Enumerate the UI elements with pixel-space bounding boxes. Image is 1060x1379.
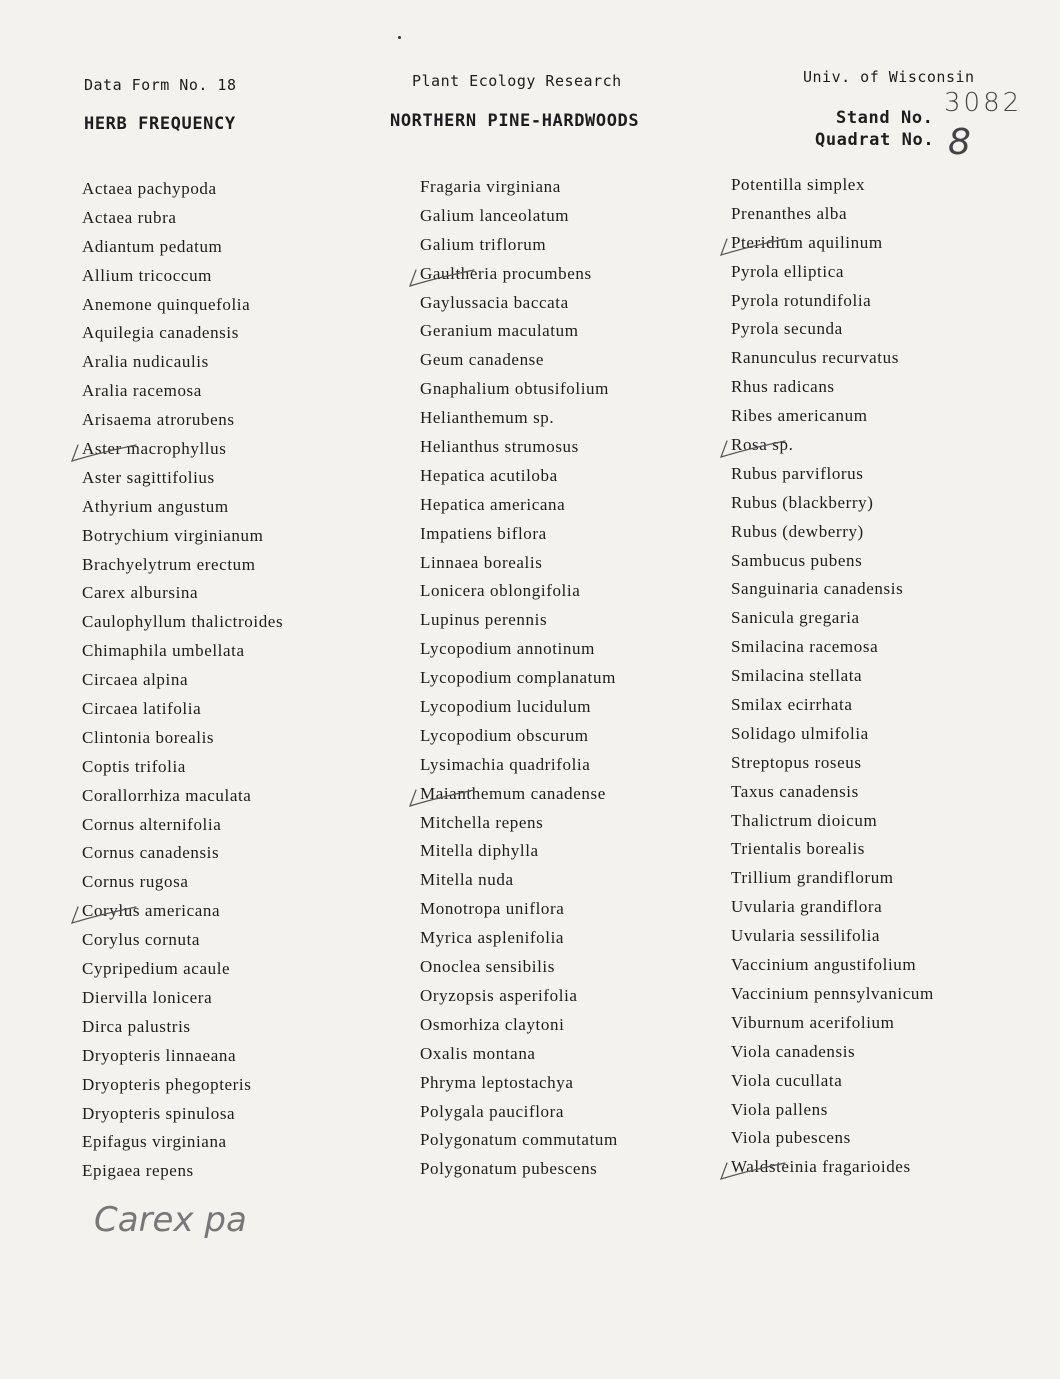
species-name: Actaea pachypoda xyxy=(82,179,217,198)
species-item xyxy=(82,984,283,1013)
species-name: Geum canadense xyxy=(420,350,545,370)
species-name: Ranunculus recurvatus xyxy=(731,348,899,368)
species-name: Oxalis montana xyxy=(420,1043,536,1063)
species-item xyxy=(420,1098,618,1127)
species-item xyxy=(731,633,934,662)
species-name: Fragaria virginiana xyxy=(420,177,561,196)
species-item xyxy=(420,577,618,606)
species-item xyxy=(731,1009,934,1038)
species-name: Diervilla lonicera xyxy=(82,987,213,1007)
species-name: Gnaphalium obtusifolium xyxy=(420,379,609,399)
species-item xyxy=(82,1013,283,1042)
species-name: Polygala pauciflora xyxy=(420,1101,565,1121)
species-item xyxy=(731,287,934,316)
species-item xyxy=(731,720,934,749)
species-name: Solidago ulmifolia xyxy=(731,723,869,743)
species-name: Sambucus pubens xyxy=(731,550,863,570)
species-item xyxy=(420,346,618,375)
species-item xyxy=(420,982,618,1011)
species-name: Viola cucullata xyxy=(731,1070,843,1090)
species-name: Myrica asplenifolia xyxy=(420,928,565,948)
species-name: Carex albursina xyxy=(82,583,199,603)
species-name: Gaultheria procumbens xyxy=(420,263,592,283)
species-name: Pyrola rotundifolia xyxy=(731,290,872,310)
species-item xyxy=(420,1040,618,1069)
species-item xyxy=(420,606,618,635)
species-name: Maianthemum canadense xyxy=(420,783,606,803)
species-item xyxy=(420,375,618,404)
species-name: Lonicera oblongifolia xyxy=(420,581,581,601)
species-item xyxy=(420,664,618,693)
species-item xyxy=(420,317,618,346)
species-name: Pteridium aquilinum xyxy=(731,232,883,252)
species-item xyxy=(420,520,618,549)
species-name: Linnaea borealis xyxy=(420,552,543,572)
species-item xyxy=(731,229,934,258)
species-item xyxy=(82,1128,283,1157)
species-name: Dirca palustris xyxy=(82,1016,191,1036)
species-name: Pyrola elliptica xyxy=(731,261,844,281)
stand-number-handwritten: 3082 xyxy=(944,88,1023,118)
species-item xyxy=(82,464,283,493)
species-name: Lycopodium lucidulum xyxy=(420,697,592,717)
species-name: Rubus (blackberry) xyxy=(731,492,874,512)
species-name: Smilacina racemosa xyxy=(731,637,879,657)
species-item xyxy=(420,635,618,664)
species-item xyxy=(82,695,283,724)
species-item xyxy=(420,462,618,491)
species-item xyxy=(420,1011,618,1040)
species-item xyxy=(420,173,618,202)
species-item xyxy=(82,348,283,377)
species-item xyxy=(82,262,283,291)
species-name: Sanguinaria canadensis xyxy=(731,579,904,599)
species-item xyxy=(731,922,934,951)
species-name: Epigaea repens xyxy=(82,1161,194,1181)
species-item xyxy=(82,753,283,782)
species-item xyxy=(731,604,934,633)
species-item xyxy=(420,924,618,953)
species-name: Aralia racemosa xyxy=(82,381,202,401)
species-item xyxy=(731,980,934,1009)
species-name: Rhus radicans xyxy=(731,377,835,397)
species-name: Rubus (dewberry) xyxy=(731,521,864,541)
species-item xyxy=(420,895,618,924)
species-item xyxy=(82,406,283,435)
quadrat-number-handwritten: 8 xyxy=(948,122,971,163)
species-item xyxy=(82,955,283,984)
species-item xyxy=(82,579,283,608)
species-item xyxy=(731,373,934,402)
species-name: Cypripedium acaule xyxy=(82,959,231,979)
species-item xyxy=(420,202,618,231)
species-name: Monotropa uniflora xyxy=(420,899,565,919)
species-name: Geranium maculatum xyxy=(420,321,579,341)
species-item xyxy=(731,315,934,344)
species-item xyxy=(82,522,283,551)
species-item xyxy=(82,233,283,262)
species-item xyxy=(731,200,934,229)
species-name: Trillium grandiflorum xyxy=(731,868,894,888)
species-item xyxy=(731,1096,934,1125)
species-name: Lycopodium obscurum xyxy=(420,725,589,745)
species-item xyxy=(731,518,934,547)
species-name: Circaea latifolia xyxy=(82,699,202,719)
species-name: Helianthus strumosus xyxy=(420,437,579,457)
species-name: Botrychium virginianum xyxy=(82,525,264,545)
species-item xyxy=(82,782,283,811)
species-item xyxy=(82,839,283,868)
species-name: Viola pallens xyxy=(731,1099,828,1119)
species-item xyxy=(420,953,618,982)
species-name: Phryma leptostachya xyxy=(420,1072,574,1092)
species-item xyxy=(731,431,934,460)
species-item xyxy=(731,344,934,373)
species-item xyxy=(420,809,618,838)
species-item xyxy=(82,1157,283,1186)
species-name: Corallorrhiza maculata xyxy=(82,785,252,805)
species-name: Vaccinium pennsylvanicum xyxy=(731,983,934,1003)
species-name: Cornus rugosa xyxy=(82,872,189,892)
species-item xyxy=(82,204,283,233)
species-name: Lysimachia quadrifolia xyxy=(420,754,591,774)
species-item xyxy=(82,493,283,522)
species-name: Osmorhiza claytoni xyxy=(420,1014,565,1034)
species-name: Uvularia grandiflora xyxy=(731,897,883,917)
species-item xyxy=(82,608,283,637)
species-item xyxy=(420,491,618,520)
species-name: Prenanthes alba xyxy=(731,203,848,223)
quadrat-label: Quadrat No. xyxy=(815,130,935,150)
species-name: Vaccinium angustifolium xyxy=(731,955,917,975)
species-item xyxy=(420,780,618,809)
species-name: Trientalis borealis xyxy=(731,839,866,859)
species-column-3 xyxy=(731,171,934,1182)
species-item xyxy=(731,1124,934,1153)
species-item xyxy=(82,724,283,753)
species-name: Waldsteinia fragarioides xyxy=(731,1157,911,1177)
species-item xyxy=(82,377,283,406)
species-name: Galium lanceolatum xyxy=(420,205,570,225)
species-name: Coptis trifolia xyxy=(82,756,186,776)
species-item xyxy=(731,691,934,720)
ink-speck xyxy=(398,36,401,39)
species-name: Circaea alpina xyxy=(82,670,189,690)
stand-label: Stand No. xyxy=(836,108,934,128)
species-name: Brachyelytrum erectum xyxy=(82,554,256,574)
species-name: Galium triflorum xyxy=(420,234,547,254)
species-item xyxy=(420,1069,618,1098)
species-name: Mitella diphylla xyxy=(420,841,539,861)
species-name: Potentilla simplex xyxy=(731,175,866,194)
species-name: Polygonatum commutatum xyxy=(420,1130,618,1150)
handwritten-note: Carex pa xyxy=(94,1200,247,1240)
species-item xyxy=(82,1100,283,1129)
species-name: Rosa sp. xyxy=(731,435,794,455)
species-item xyxy=(82,319,283,348)
species-item xyxy=(420,260,618,289)
species-name: Dryopteris phegopteris xyxy=(82,1074,252,1094)
species-item xyxy=(420,549,618,578)
species-item xyxy=(731,258,934,287)
species-name: Viola pubescens xyxy=(731,1128,851,1148)
species-name: Pyrola secunda xyxy=(731,319,843,339)
species-name: Viola canadensis xyxy=(731,1041,856,1061)
species-item xyxy=(82,435,283,464)
species-item xyxy=(420,722,618,751)
species-item xyxy=(82,551,283,580)
species-item xyxy=(420,1126,618,1155)
species-item xyxy=(82,868,283,897)
species-item xyxy=(731,171,934,200)
species-item xyxy=(420,837,618,866)
species-name: Lycopodium annotinum xyxy=(420,639,595,659)
species-item xyxy=(731,1038,934,1067)
species-name: Impatiens biflora xyxy=(420,523,547,543)
species-name: Streptopus roseus xyxy=(731,752,862,772)
species-name: Hepatica americana xyxy=(420,494,566,514)
species-name: Ribes americanum xyxy=(731,406,868,426)
species-name: Viburnum acerifolium xyxy=(731,1012,895,1032)
species-name: Actaea rubra xyxy=(82,207,177,227)
species-name: Onoclea sensibilis xyxy=(420,957,555,977)
species-name: Helianthemum sp. xyxy=(420,408,555,428)
species-name: Aster macrophyllus xyxy=(82,439,227,459)
species-item xyxy=(82,1042,283,1071)
species-item xyxy=(731,1153,934,1182)
species-name: Hepatica acutiloba xyxy=(420,465,558,485)
species-item xyxy=(82,926,283,955)
species-item xyxy=(82,175,283,204)
species-item xyxy=(731,662,934,691)
species-name: Adiantum pedatum xyxy=(82,236,223,256)
species-item xyxy=(731,489,934,518)
species-item xyxy=(420,404,618,433)
species-item xyxy=(420,231,618,260)
species-item xyxy=(731,778,934,807)
species-name: Rubus parviflorus xyxy=(731,463,864,483)
species-item xyxy=(82,811,283,840)
university-label: Univ. of Wisconsin xyxy=(803,68,975,86)
species-name: Anemone quinquefolia xyxy=(82,294,251,314)
species-item xyxy=(82,1071,283,1100)
species-name: Arisaema atrorubens xyxy=(82,410,235,430)
species-name: Lycopodium complanatum xyxy=(420,668,616,688)
species-name: Corylus americana xyxy=(82,901,221,921)
species-name: Caulophyllum thalictroides xyxy=(82,612,284,632)
community-title: NORTHERN PINE-HARDWOODS xyxy=(390,111,640,131)
species-name: Smilacina stellata xyxy=(731,666,863,686)
species-item xyxy=(731,893,934,922)
research-label: Plant Ecology Research xyxy=(412,72,622,90)
species-item xyxy=(82,291,283,320)
species-name: Taxus canadensis xyxy=(731,781,859,801)
species-name: Uvularia sessilifolia xyxy=(731,926,881,946)
species-name: Clintonia borealis xyxy=(82,727,215,747)
species-name: Gaylussacia baccata xyxy=(420,292,569,312)
species-name: Sanicula gregaria xyxy=(731,608,860,628)
species-item xyxy=(731,1067,934,1096)
species-item xyxy=(420,289,618,318)
species-item xyxy=(731,835,934,864)
species-name: Allium tricoccum xyxy=(82,265,212,285)
species-name: Smilax ecirrhata xyxy=(731,695,853,715)
species-name: Cornus canadensis xyxy=(82,843,220,863)
species-name: Polygonatum pubescens xyxy=(420,1159,598,1179)
species-item xyxy=(731,864,934,893)
species-name: Oryzopsis asperifolia xyxy=(420,985,578,1005)
species-name: Mitella nuda xyxy=(420,870,514,890)
species-item xyxy=(731,749,934,778)
species-item xyxy=(731,807,934,836)
species-name: Mitchella repens xyxy=(420,812,544,832)
species-name: Epifagus virginiana xyxy=(82,1132,227,1152)
species-name: Aquilegia canadensis xyxy=(82,323,239,343)
species-item xyxy=(420,866,618,895)
species-column-1 xyxy=(82,175,283,1186)
species-name: Cornus alternifolia xyxy=(82,814,222,834)
species-column-2 xyxy=(420,173,618,1184)
species-name: Lupinus perennis xyxy=(420,610,548,630)
species-item xyxy=(731,460,934,489)
species-item xyxy=(420,751,618,780)
species-item xyxy=(420,693,618,722)
species-name: Athyrium angustum xyxy=(82,496,229,516)
species-name: Dryopteris spinulosa xyxy=(82,1103,236,1123)
species-item xyxy=(420,1155,618,1184)
species-item xyxy=(420,433,618,462)
species-name: Dryopteris linnaeana xyxy=(82,1045,237,1065)
species-item xyxy=(82,637,283,666)
species-name: Chimaphila umbellata xyxy=(82,641,245,661)
species-item xyxy=(731,547,934,576)
species-item xyxy=(82,666,283,695)
species-item xyxy=(82,897,283,926)
species-name: Aster sagittifolius xyxy=(82,467,215,487)
species-name: Corylus cornuta xyxy=(82,930,201,950)
species-item xyxy=(731,575,934,604)
species-item xyxy=(731,402,934,431)
species-name: Thalictrum dioicum xyxy=(731,810,878,830)
form-number: Data Form No. 18 xyxy=(84,76,237,94)
form-title: HERB FREQUENCY xyxy=(84,114,236,134)
species-name: Aralia nudicaulis xyxy=(82,352,209,372)
species-item xyxy=(731,951,934,980)
